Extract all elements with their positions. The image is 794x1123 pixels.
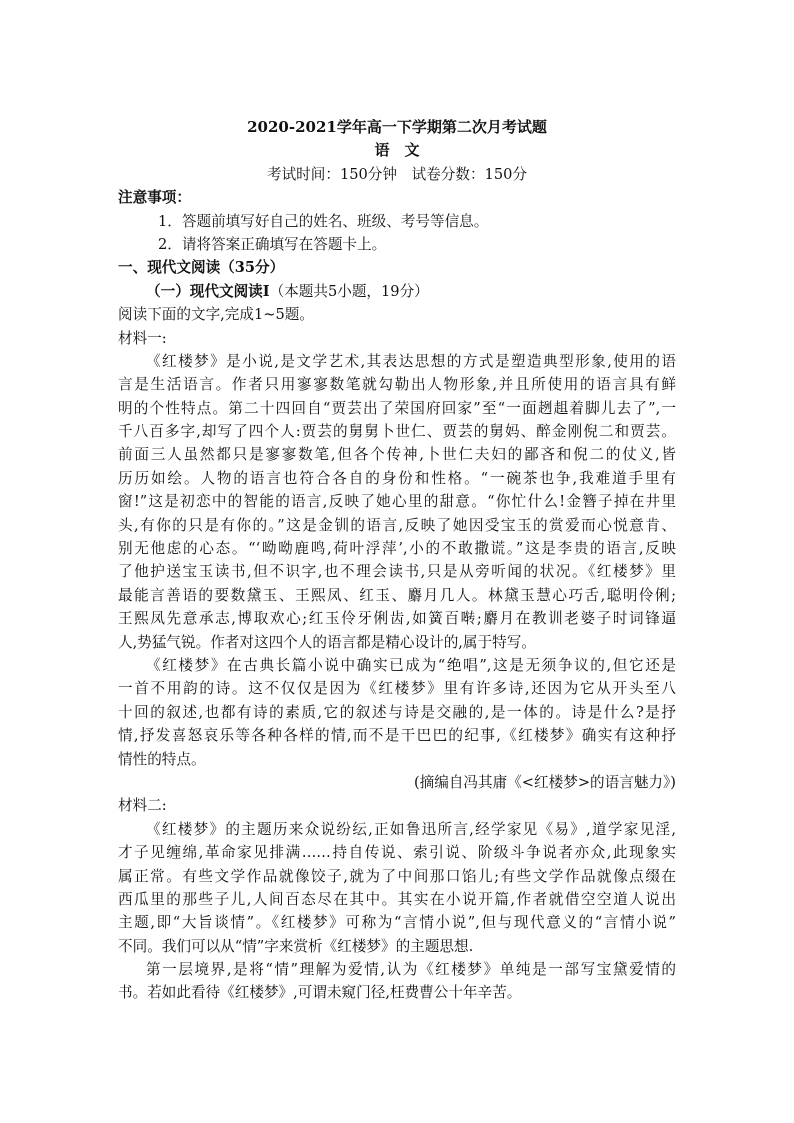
- paragraph-line: 最能言善语的要数黛玉、王熙凤、红玉、麝月几人。林黛玉慧心巧舌,聪明伶俐;: [118, 586, 676, 604]
- sub-heading-rest: （本题共5小题，19分）: [269, 282, 429, 300]
- paragraph-line: 明的个性特点。第二十四回自“贾芸出了荣国府回家”至“一面趔趄着脚儿去了”,一: [118, 399, 676, 417]
- notice-heading: 注意事项：: [118, 189, 191, 207]
- material-label: 材料二:: [118, 797, 167, 815]
- exam-info: 考试时间：150分钟 试卷分数：150分: [266, 165, 528, 183]
- paragraph-line: 《红楼梦》的主题历来众说纷纭,正如鲁迅所言,经学家见《易》,道学家见淫,: [146, 820, 676, 838]
- exam-title: 2020-2021学年高一下学期第二次月考试题: [247, 118, 547, 136]
- paragraph-line: 千八百多字,却写了四个人:贾芸的舅舅卜世仁、贾芸的舅妈、醉金刚倪二和贾芸。: [118, 423, 676, 441]
- paragraph-line: 人,势猛气锐。作者对这四个人的语言都是精心设计的,属于特写。: [118, 633, 536, 651]
- paragraph-line: 窗!”这是初恋中的智能的语言,反映了她心里的甜意。“你忙什么!金簪子掉在井里: [118, 493, 676, 511]
- source-citation: (摘编自冯其庸《<红楼梦>的语言魅力》): [413, 773, 676, 791]
- paragraph-line: 才子见缠绵,革命家见排满……持自传说、索引说、阶级斗争说者亦众,此现象实: [118, 844, 676, 862]
- sub-heading-bold: （一）现代文阅读Ⅰ: [146, 282, 270, 300]
- paragraph-line: 王熙凤先意承志,博取欢心;红玉伶牙俐齿,如簧百啭;麝月在教训老婆子时词锋逼: [118, 610, 676, 628]
- paragraph-line: 主题,即“大旨谈情”。《红楼梦》可称为“言情小说”,但与现代意义的“言情小说”: [118, 914, 676, 932]
- paragraph-line: 历历如绘。人物的语言也符合各自的身份和性格。“一碗茶也争,我难道手里有: [118, 469, 676, 487]
- exam-page: [118, 116, 676, 1005]
- paragraph-line: 《红楼梦》是小说,是文学艺术,其表达思想的方式是塑造典型形象,使用的语: [146, 352, 676, 370]
- paragraph-line: 十回的叙述,也都有诗的素质,它的叙述与诗是交融的,是一体的。诗是什么?是抒: [118, 703, 676, 721]
- paragraph-line: 头,有你的只是有你的。”这是金钏的语言,反映了她因受宝玉的赏爱而心悦意肯、: [118, 516, 676, 534]
- paragraph-line: 书。若如此看待《红楼梦》,可谓未窥门径,枉费曹公十年辛苦。: [118, 984, 522, 1002]
- reading-instruction: 阅读下面的文字,完成1~5题。: [118, 306, 314, 324]
- paragraph-line: 不同。我们可以从“情”字来赏析《红楼梦》的主题思想.: [118, 937, 474, 955]
- paragraph-line: 别无他虑的心态。“‘呦呦鹿鸣,荷叶浮萍’,小的不敢撒谎。”这是李贵的语言,反映: [118, 540, 676, 558]
- paragraph-line: 第一层境界,是将“情”理解为爱情,认为《红楼梦》单纯是一部写宝黛爱情的: [146, 961, 676, 979]
- section-heading: [118, 256, 676, 279]
- paragraph-line: 情性的特点。: [118, 750, 206, 768]
- notice-item: 2．请将答案正确填写在答题卡上。: [158, 235, 387, 253]
- paragraph-line: 《红楼梦》在古典长篇小说中确实已成为“绝唱”,这是无须争议的,但它还是: [146, 656, 676, 674]
- notice-item: 1．答题前填写好自己的姓名、班级、考号等信息。: [158, 212, 489, 230]
- paragraph-line: 一首不用韵的诗。这不仅仅是因为《红楼梦》里有许多诗,还因为它从开头至八: [118, 680, 676, 698]
- paragraph-line: 西瓜里的那些子儿,人间百态尽在其中。其实在小说开篇,作者就借空空道人说出: [118, 890, 676, 908]
- paragraph-line: 属正常。有些文学作品就像饺子,就为了中间那口馅儿;有些文学作品就像点缀在: [118, 867, 676, 885]
- section-heading-text: 一、现代文阅读（35分）: [118, 259, 285, 277]
- paragraph-line: 了他护送宝玉读书,但不识字,也不理会读书,只是从旁听闻的状况。《红楼梦》里: [118, 563, 676, 581]
- paragraph-line: 言是生活语言。作者只用寥寥数笔就勾勒出人物形象,并且所使用的语言具有鲜: [118, 376, 676, 394]
- subject-title: 语 文: [374, 141, 420, 160]
- paragraph-line: 情,抒发喜怒哀乐等各种各样的情,而不是干巴巴的纪事,《红楼梦》确实有这种抒: [118, 727, 676, 745]
- material-label: 材料一:: [118, 329, 167, 347]
- paragraph-line: 前面三人虽然都只是寥寥数笔,但各个传神,卜世仁夫妇的鄙吝和倪二的仗义,皆: [118, 446, 676, 464]
- sub-section-heading: [118, 280, 676, 303]
